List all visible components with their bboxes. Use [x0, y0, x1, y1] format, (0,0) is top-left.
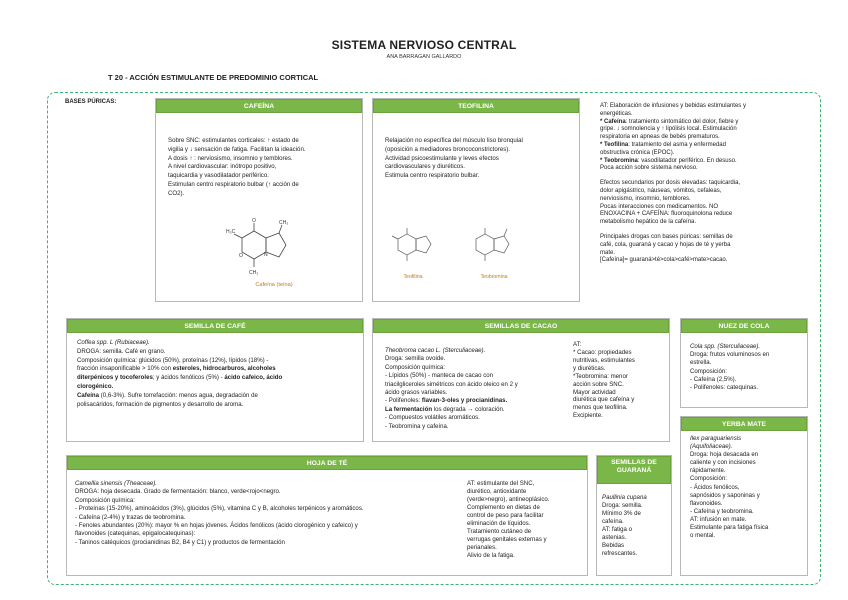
cafe-species-name: Coffea spp. L (Rubiaceae).: [77, 339, 150, 346]
te-at-line: (verde>negro), antineoplásico.: [467, 496, 550, 504]
mate-species: [690, 443, 808, 451]
cacao-line: [385, 397, 571, 405]
mate-line: - Cafeína y teobromina.: [690, 507, 754, 515]
te-line: DROGA: hoja desecada. Grado de fermentación: blanco, verde<rojo<negro.: [75, 488, 281, 496]
info-line: AT: Elaboración de infusiones y bebidas estimulantes y: [600, 103, 746, 109]
info-line: gripe. ↓ somnolencia y ↑ lipólisis local. Estimulación: [600, 126, 737, 133]
page-title: SISTEMA NERVIOSO CENTRAL: [331, 38, 517, 52]
info-line: mate.: [600, 249, 616, 256]
mate-line: - Ácidos fenólicos,: [690, 483, 740, 491]
guarana-species: [602, 494, 672, 502]
info-line: Principales drogas con bases púricas: semillas de: [600, 233, 733, 240]
cafe-bold: Cafeína: [77, 391, 100, 399]
right-info: [600, 103, 810, 265]
atom-label: CH₃: [279, 220, 289, 226]
cafe-line: [77, 383, 361, 392]
mate-line: caliente y con incisiones: [690, 459, 756, 467]
info-line: [600, 158, 810, 166]
cola-box: [680, 318, 808, 408]
cacao-at-line: nutritivas, estimulantes: [573, 356, 635, 364]
teofilina-line: (oposición a mediadores broncoconstrictores).: [385, 145, 510, 153]
info-bold: * Cafeína: [600, 118, 626, 125]
guarana-box: [596, 455, 672, 576]
cola-line: - Cafeína (2,5%).: [690, 375, 737, 383]
te-at-line: Complemento en dietas de: [467, 504, 540, 512]
cafe-text-part: fracción insaponificable > 10% con: [77, 365, 173, 373]
mate-line: rápidamente.: [690, 467, 726, 475]
mate-line: flavonoides.: [690, 499, 723, 507]
cafe-line: polisacáridos, formación de pigmentos y desarrollo de aroma.: [77, 400, 244, 408]
cacao-at-line: Mayor actividad: [573, 388, 616, 396]
cafeina-line: Sobre SNC: estimulantes corticales: ↑ estado de: [168, 137, 299, 144]
info-bold: * Teobromina: [600, 157, 638, 164]
guarana-text: [602, 494, 672, 558]
mate-species: [690, 435, 808, 443]
cacao-at-line: menos que teofilina.: [573, 404, 628, 412]
guarana-line: AT: fatiga o: [602, 526, 633, 534]
te-line: - Fenoles abundantes (20%): mayor % en hojas jóvenes. Ácidos fenólicos (ácido clorogénico y cafeico) y: [75, 522, 358, 530]
cacao-at-line: Excipiente.: [573, 412, 603, 420]
te-at-line: Alivio de la fatiga.: [467, 552, 515, 560]
te-line: - Taninos catéquicos (procianidinas B2, B4 y C1) y productos de fermentación: [75, 538, 285, 546]
teofilina-line: Actividad psicoestimulante y leves efectos: [385, 154, 499, 162]
cacao-bold: flavan-3-oles y procianidinas.: [421, 397, 508, 405]
info-line: metabolismo hepático de la cafeína.: [600, 219, 697, 226]
info-line: Efectos secundarios por dosis elevadas: taquicardia,: [600, 180, 741, 187]
mate-line: Droga: hoja desacada en: [690, 451, 759, 459]
te-at-line: control de peso para facilitar: [467, 512, 544, 520]
info-text: : tratamiento sintomático del dolor, fiebre y: [625, 118, 739, 125]
cafe-box: [66, 318, 364, 442]
cacao-line: ácido grasos variables.: [385, 389, 448, 397]
cola-line: estrella.: [690, 359, 712, 367]
cafeina-header: CAFEÍNA: [156, 99, 362, 113]
cafeina-text: [168, 137, 360, 199]
spacer: [600, 227, 810, 234]
mate-species-name: Ilex paraguariensis: [690, 435, 742, 442]
cacao-species: [385, 347, 571, 355]
info-line: [600, 142, 810, 150]
cafe-line: [77, 365, 361, 374]
info-line: respiratoria en apneas de bebés prematuros.: [600, 134, 720, 141]
cafeina-line: CO2).: [168, 189, 185, 197]
bases-label: BASES PÚRICAS:: [65, 99, 117, 105]
info-line: café, cola, guaraná y cacao y hojas de té y yerba: [600, 241, 731, 248]
cafe-bold: ácido cafeico, ácido: [224, 374, 283, 382]
cola-species-name: Cola spp. (Sterculiaceae).: [690, 343, 761, 350]
cacao-at-line: y diuréticas.: [573, 364, 606, 372]
spacer: [600, 173, 810, 180]
mate-line: Estimulante para fatiga física: [690, 524, 769, 532]
teofilina-header: TEOFILINA: [373, 99, 579, 113]
cafe-text-part: (0,6-3%). Sufre torrefacción: menos agua, degradación de: [99, 391, 258, 399]
te-line: - Cafeína (2-4%) y trazas de teobromina.: [75, 513, 186, 521]
mate-line: sapnósidos y saponinas y: [690, 491, 760, 499]
atom-label: O: [252, 218, 256, 224]
teofilina-line: Relajación no específica del músculo liso bronquial: [385, 137, 523, 144]
te-at: [467, 480, 587, 560]
info-line: dolor apigástrico, náuseas, vómitos, cefaleas,: [600, 187, 722, 194]
cafe-header: SEMILLA DE CAFÉ: [67, 319, 363, 333]
teofilina-box: [372, 98, 580, 302]
cafe-line: Composición química: glúcidos (50%), proteínas (12%), lípidos (18%) -: [77, 356, 269, 364]
cafeina-line: A dosis ↑ : nerviosismo, insomnio y temblores.: [168, 154, 293, 162]
info-text: : tratamiento del asma y enfermedad: [628, 141, 726, 148]
te-line: - Proteínas (15-20%), aminoácidos (3%), glúcidos (5%), vitamina C y B, alcoholes terpénicos y aromáticos.: [75, 505, 364, 513]
cola-header: NUEZ DE COLA: [681, 319, 807, 333]
author-name: ANA BARRAGAN GALLARDO: [386, 54, 462, 60]
te-header: HOJA DE TÉ: [67, 456, 587, 470]
mate-line: o mental.: [690, 532, 716, 540]
info-bold: * Teofilina: [600, 141, 629, 148]
cafe-bold: esteroles, hidrocarburos, alcoholes: [172, 365, 276, 373]
cafe-species: [77, 339, 361, 348]
cafeina-line: A nivel cardiovascular: inótropo positivo,: [168, 163, 277, 171]
cola-line: Composición:: [690, 367, 727, 375]
cacao-at-line: *Teobromina: menor: [573, 372, 628, 380]
te-line: Composición química:: [75, 496, 135, 504]
info-line: ENOXACINA + CAFEÍNA: fluoroquinolona reduce: [600, 211, 733, 218]
cafe-text-part: ; y ácidos fenólicos (5%) -: [152, 374, 225, 382]
cafe-text: [77, 339, 361, 410]
cacao-at: [573, 341, 669, 420]
teofilina-structure: [387, 224, 447, 269]
cafeina-structure: [224, 217, 314, 279]
info-line: obstructiva crónica (EPOC).: [600, 149, 675, 156]
cafe-bold: diterpénicos y tocoferoles: [77, 374, 153, 382]
cacao-text-part: - Polifenoles:: [385, 397, 422, 405]
cola-species: [690, 343, 808, 351]
cafeina-line: vigilia y ↓ sensación de fatiga. Facilitan la ideación.: [168, 145, 306, 153]
cacao-line: triacilgliceroles simétricos con ácido oleico en 2 y: [385, 380, 518, 388]
cafeina-line: taquicardia y vasodilatador periférico.: [168, 172, 269, 180]
mate-line: AT: infusión en mate.: [690, 515, 747, 523]
info-line: [Cafeína]= guaraná>té>cola>café>mate>cacao.: [600, 257, 728, 264]
info-line: Poca acción sobre sistema nervioso.: [600, 165, 698, 172]
mate-text: [690, 435, 808, 540]
guarana-line: Droga: semilla.: [602, 502, 643, 510]
te-at-line: diurético, antioxidante: [467, 488, 527, 496]
cacao-line: Droga: semilla ovoide.: [385, 355, 446, 363]
mate-line: Composición:: [690, 475, 727, 483]
guarana-line: refrescantes.: [602, 550, 638, 558]
info-line: [600, 119, 810, 127]
atom-label: N: [264, 252, 268, 258]
cacao-header: SEMILLAS DE CACAO: [373, 319, 669, 333]
te-species: [75, 480, 473, 488]
info-line: energéticas.: [600, 110, 633, 117]
teofilina-text: [385, 137, 577, 181]
te-at-line: verrugas genitales externas y: [467, 536, 547, 544]
atom-label: H₃C: [226, 229, 236, 235]
teofilina-caption: Teofilina: [403, 274, 423, 280]
te-line: flavonoides (catequinas, epigalocatequinas):: [75, 530, 196, 538]
cafeina-caption: Cafeína (teína): [255, 282, 293, 288]
cacao-line: - Lípidos (50%) - manteca de cacao con: [385, 372, 494, 380]
te-text: [75, 480, 473, 547]
cafeina-box: [155, 98, 363, 302]
cafe-line: [77, 392, 361, 401]
cacao-at-line: * Cacao: propiedades: [573, 348, 632, 356]
te-box: [66, 455, 588, 576]
teofilina-line: cardiovasculares y diuréticos.: [385, 163, 465, 171]
cola-line: Droga: frutos voluminosos en: [690, 351, 770, 359]
info-line: nerviosismo, insomnio, temblores.: [600, 195, 691, 202]
teobromina-caption: Teobromina: [480, 274, 508, 280]
cacao-line: [385, 406, 571, 414]
cola-text: [690, 343, 808, 392]
cacao-line: Composición química:: [385, 363, 445, 371]
guarana-title-line: SEMILLAS DE: [611, 459, 657, 466]
cola-line: - Polifenoles: catequinas.: [690, 384, 759, 392]
cafe-bold: clorogénico.: [77, 383, 114, 391]
cafe-line: [77, 374, 361, 383]
te-at-line: AT: estimulante del SNC,: [467, 480, 535, 487]
guarana-line: astenias.: [602, 534, 627, 542]
cacao-at-line: diurética que cafeína y: [573, 396, 635, 404]
cacao-text: [385, 347, 571, 431]
te-at-line: eliminación de líquidos.: [467, 520, 531, 528]
guarana-species-name: Paullinia cupana: [602, 494, 647, 501]
info-text: : vasodilatador periférico. En desuso.: [637, 157, 737, 164]
topic-title: T 20 - ACCIÓN ESTIMULANTE DE PREDOMINIO CORTICAL: [108, 73, 319, 82]
cacao-text-part: los degrada → coloración.: [432, 405, 505, 413]
cacao-species-name: Theobroma cacao L. (Sterculiaceae).: [385, 347, 486, 354]
info-line: Pocas interacciones con medicamentos. NO: [600, 203, 719, 210]
guarana-line: Mínimo 3% de: [602, 510, 641, 518]
atom-label: O: [239, 253, 243, 259]
mate-box: [680, 416, 808, 576]
te-species-name: Camellia sinensis (Theaceae).: [75, 480, 157, 487]
te-at-line: perianales.: [467, 544, 497, 552]
cafe-line: DROGA: semilla. Café en grano.: [77, 347, 166, 355]
teobromina-structure: [465, 224, 525, 269]
guarana-title-line: GUARANÁ: [616, 467, 652, 475]
mate-species-family: (Aquifoliaceae).: [690, 443, 733, 451]
guarana-line: cafeína.: [602, 518, 624, 526]
cacao-box: [372, 318, 670, 442]
mate-header: YERBA MATE: [681, 417, 807, 431]
guarana-line: Bebidas: [602, 542, 625, 550]
cacao-line: - Teobromina y cafeína.: [385, 422, 449, 430]
cacao-at-line: AT:: [573, 341, 582, 348]
teofilina-line: Estimula centro respiratorio bulbar.: [385, 172, 480, 180]
cafeina-line: Estimulan centro respiratorio bulbar (↑ acción de: [168, 181, 299, 189]
atom-label: CH₃: [249, 270, 259, 276]
cacao-line: - Compuestos volátiles aromáticos.: [385, 414, 480, 422]
te-at-line: Tratamiento cutáneo de: [467, 528, 532, 536]
cacao-bold: La fermentación: [385, 405, 433, 413]
guarana-header: [597, 456, 671, 484]
cacao-at-line: acción sobre SNC.: [573, 380, 624, 388]
